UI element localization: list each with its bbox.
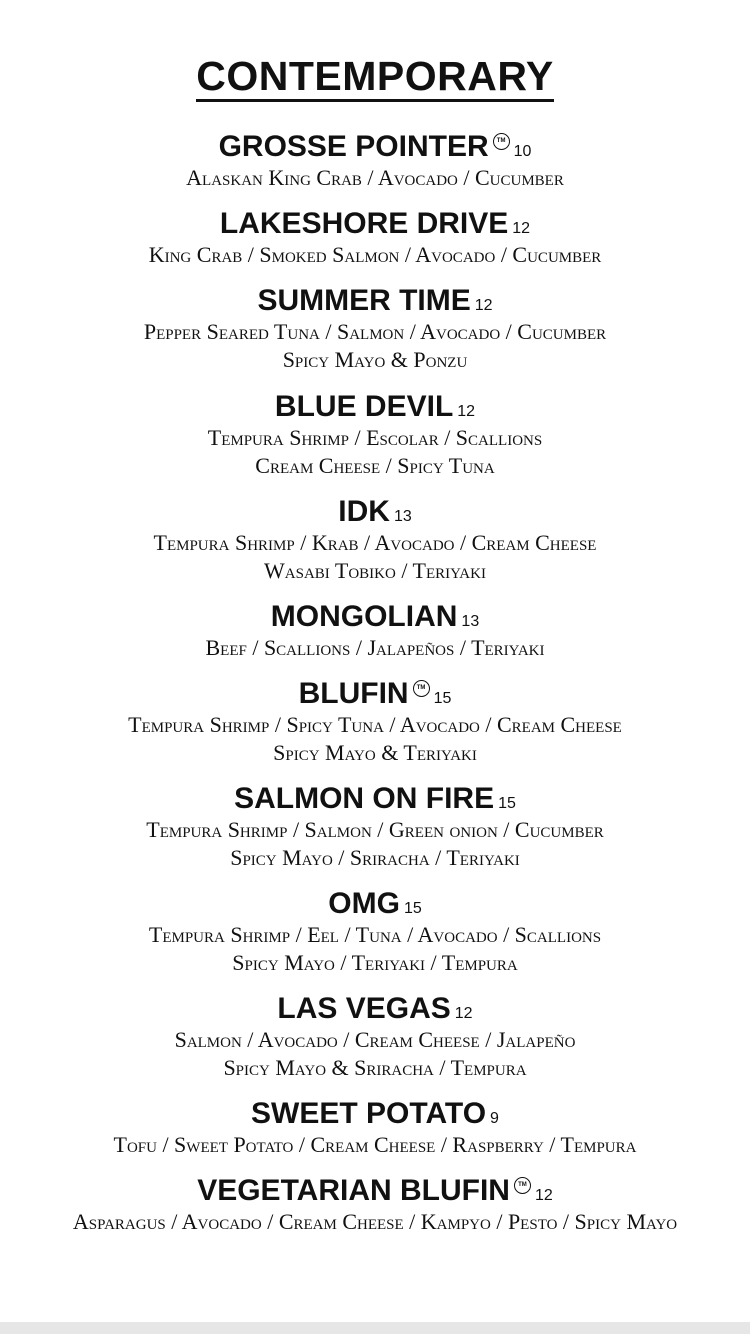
menu-item-heading [0,495,750,529]
menu-item-ingredients: Tempura Shrimp / Salmon / Green onion / Cucumber [146,817,604,842]
menu-item-ingredients: Tempura Shrimp / Krab / Avocado / Cream Cheese [153,530,597,555]
menu-item [0,600,750,662]
bottom-scroll-edge [0,1322,750,1334]
trademark-icon: TM [493,133,510,150]
menu-item-ingredients: Tofu / Sweet Potato / Cream Cheese / Raspberry / Tempura [113,1132,637,1157]
menu-item-heading [0,782,750,816]
menu-item-heading [0,1174,750,1208]
menu-item-name: SWEET POTATO [251,1097,487,1130]
page-title [0,52,750,100]
menu-item [0,992,750,1081]
menu-item-ingredients: King Crab / Smoked Salmon / Avocado / Cucumber [148,242,602,267]
menu-item-name: BLUE DEVIL [274,390,454,423]
menu-item-heading [0,207,750,241]
menu-item-price: 12 [512,220,531,237]
menu-item-price: 10 [513,143,532,160]
menu-item-heading [0,887,750,921]
menu-item-ingredients: Tempura Shrimp / Spicy Tuna / Avocado / Cream Cheese [128,712,622,737]
menu-item-name: BLUFIN [298,677,409,710]
menu-item-heading [0,284,750,318]
menu-item-name: LAS VEGAS [277,992,451,1025]
trademark-icon: TM [413,680,430,697]
menu-item-price: 12 [474,297,493,314]
menu-item-name: SALMON ON FIRE [234,782,495,815]
menu-item-price: 12 [454,1005,473,1022]
page-title-text: CONTEMPORARY [196,53,554,102]
menu-item-name: GROSSE POINTER [218,130,489,163]
menu-item-ingredients: Asparagus / Avocado / Cream Cheese / Kampyo / Pesto / Spicy Mayo [72,1209,678,1234]
menu-item-ingredients: Spicy Mayo / Teriyaki / Tempura [232,949,518,975]
menu-item-ingredients: Cream Cheese / Spicy Tuna [255,452,495,478]
menu-item [0,887,750,976]
menu-item [0,284,750,373]
menu-item-heading [0,390,750,424]
menu-item-ingredients: Spicy Mayo & Sriracha / Tempura [223,1054,527,1080]
menu-item-price: 13 [393,508,412,525]
menu-item [0,782,750,871]
menu-item-ingredients: Spicy Mayo & Teriyaki [273,739,477,765]
menu-item [0,1097,750,1159]
menu-item-heading [0,600,750,634]
menu-item-name: MONGOLIAN [270,600,458,633]
menu-item-name: LAKESHORE DRIVE [219,207,509,240]
menu-item-name: OMG [328,887,400,920]
menu-item-ingredients: Alaskan King Crab / Avocado / Cucumber [186,165,564,190]
menu-item-heading [0,130,750,164]
menu-item [0,390,750,479]
menu-item-heading [0,1097,750,1131]
menu-item-price: 15 [498,795,516,812]
menu-item [0,130,750,192]
menu-item-ingredients: Spicy Mayo & Ponzu [282,346,468,372]
menu-item-ingredients: Tempura Shrimp / Eel / Tuna / Avocado / Scallions [148,922,602,947]
menu-item [0,1174,750,1236]
menu-item [0,207,750,269]
menu-item-ingredients: Pepper Seared Tuna / Salmon / Avocado / Cucumber [143,319,607,344]
menu-item-ingredients: Salmon / Avocado / Cream Cheese / Jalapeño [174,1027,576,1052]
menu-item-price: 15 [403,900,422,917]
menu-item-name: IDK [338,495,390,528]
menu-item-heading [0,677,750,711]
menu-item [0,677,750,766]
menu-item [0,495,750,584]
menu-item-ingredients: Tempura Shrimp / Escolar / Scallions [207,425,543,450]
trademark-icon: TM [514,1177,531,1194]
menu-item-price: 13 [461,613,480,630]
menu-item-ingredients: Beef / Scallions / Jalapeños / Teriyaki [205,635,545,660]
menu-item-ingredients: Spicy Mayo / Sriracha / Teriyaki [230,844,520,870]
menu-item-price: 12 [534,1187,553,1204]
menu-item-ingredients: Wasabi Tobiko / Teriyaki [264,557,486,583]
menu-item-name: SUMMER TIME [257,284,471,317]
menu-item-price: 12 [457,403,476,420]
menu-item-name: VEGETARIAN BLUFIN [197,1174,510,1207]
menu-item-price: 9 [490,1110,499,1127]
menu-item-price: 15 [433,690,452,707]
menu-item-heading [0,992,750,1026]
